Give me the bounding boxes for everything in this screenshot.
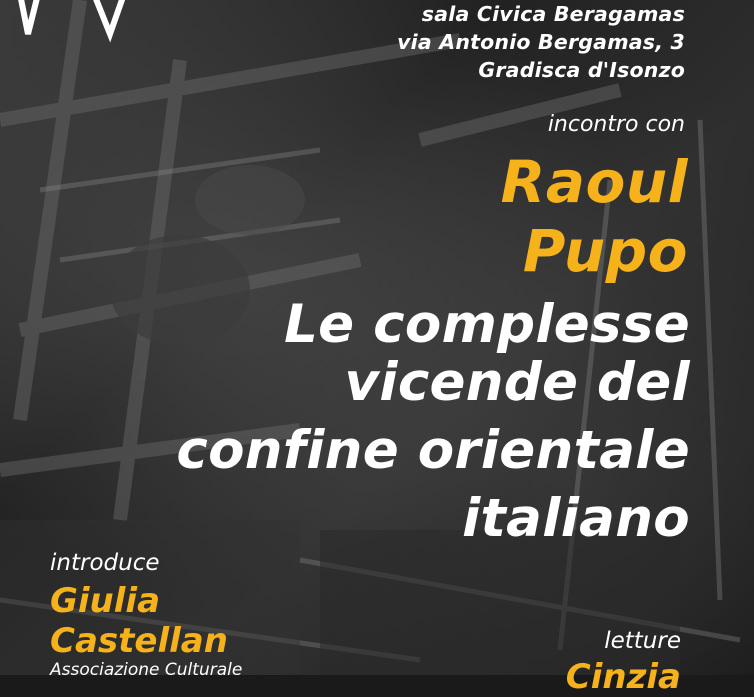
venue-line-3: Gradisca d'Isonzo [478, 58, 685, 82]
venue-line-2: via Antonio Bergamas, 3 [397, 30, 685, 54]
introducer-affiliation: Associazione Culturale [50, 660, 243, 680]
author-first-name: Raoul [500, 148, 688, 216]
introducer-last-name: Castellan [50, 621, 228, 661]
venue-line-1: sala Civica Beragamas [421, 2, 685, 26]
reader-name: Cinzia [565, 657, 681, 697]
reader-label: letture [604, 628, 681, 654]
intro-phrase: incontro con [547, 112, 685, 137]
introducer-first-name: Giulia [50, 581, 161, 621]
author-last-name: Pupo [522, 217, 688, 285]
title-line-3: confine orientale [176, 420, 690, 481]
title-line-4: italiano [462, 488, 690, 549]
triangle-logo-icon [14, 0, 130, 40]
introducer-label: introduce [50, 550, 160, 576]
title-line-2: vicende del [344, 352, 690, 413]
title-line-1: Le complesse [284, 294, 690, 355]
